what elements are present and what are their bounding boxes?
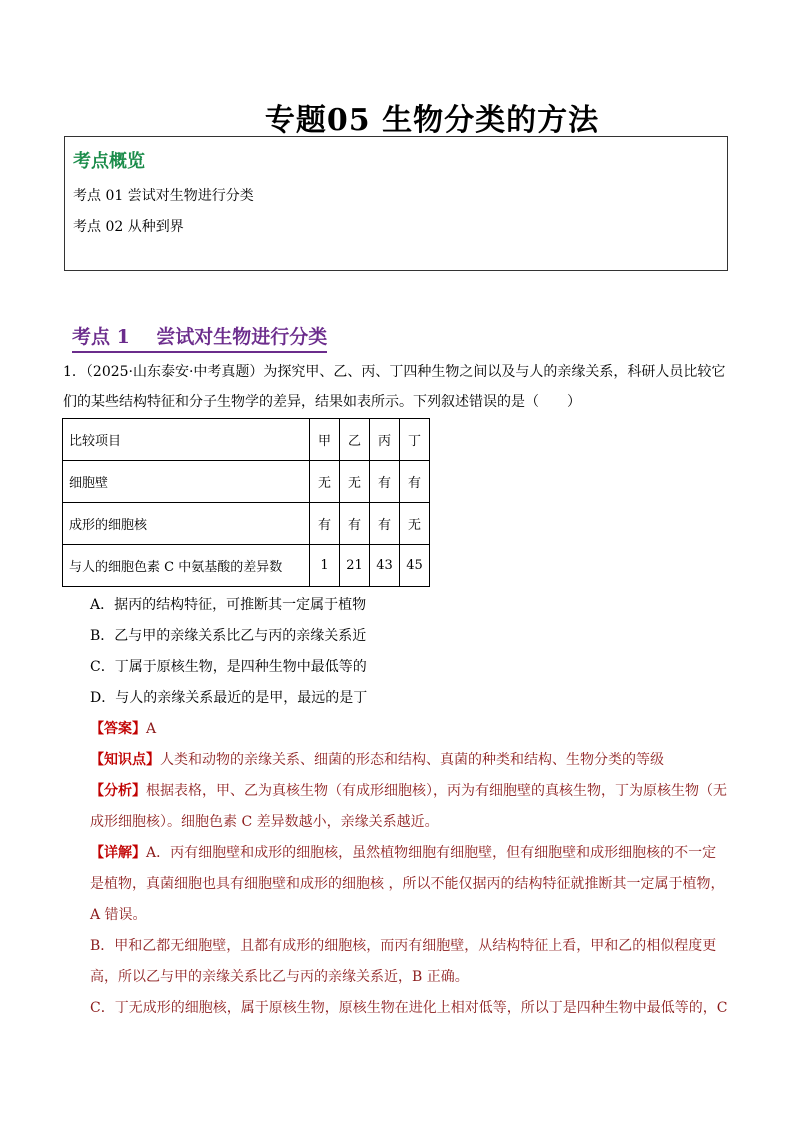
table-row	[63, 461, 430, 503]
table-cell: 有	[340, 503, 370, 545]
table-row	[63, 503, 430, 545]
table-cell: 丙	[370, 419, 400, 461]
table-cell: 无	[340, 461, 370, 503]
section-heading: 考点 1 尝试对生物进行分类	[72, 322, 327, 353]
detail-label: 【详解】	[90, 845, 146, 861]
option-d: D．与人的亲缘关系最近的是甲，最远的是丁	[90, 690, 368, 706]
answer-line	[90, 719, 156, 739]
knowledge-label: 【知识点】	[90, 752, 160, 768]
table-cell: 丁	[400, 419, 430, 461]
table-cell: 有	[370, 461, 400, 503]
detail-text: 高，所以乙与甲的亲缘关系比乙与丙的亲缘关系近，B 正确。	[90, 969, 469, 985]
table-cell: 无	[310, 461, 340, 503]
overview-item: 考点 02 从种到界	[73, 219, 184, 235]
overview-item: 考点 01 尝试对生物进行分类	[73, 188, 254, 204]
table-cell: 与人的细胞色素 C 中氨基酸的差异数	[63, 545, 310, 587]
table-cell: 43	[370, 545, 400, 587]
detail-text: 是植物，真菌细胞也具有细胞壁和成形的细胞核 ，所以不能仅据丙的结构特征就推断其一定属于植物，	[90, 876, 725, 892]
option-b: B．乙与甲的亲缘关系比乙与丙的亲缘关系近	[90, 628, 367, 644]
table-cell: 21	[340, 545, 370, 587]
question-stem: 1．（2025·山东泰安·中考真题）为探究甲、乙、丙、丁四种生物之间以及与人的亲缘关系，科研人员比较它	[63, 364, 726, 380]
knowledge-text: 人类和动物的亲缘关系、细菌的形态和结构、真菌的种类和结构、生物分类的等级	[160, 752, 664, 768]
table-cell: 1	[310, 545, 340, 587]
analysis-line	[90, 781, 727, 801]
table-cell: 乙	[340, 419, 370, 461]
page-title: 专题05 生物分类的方法	[264, 103, 600, 138]
question-stem: 们的某些结构特征和分子生物学的差异，结果如表所示。下列叙述错误的是（ ）	[63, 394, 581, 410]
overview-heading: 考点概览	[73, 151, 145, 172]
table-row	[63, 419, 430, 461]
comparison-table	[62, 418, 430, 587]
option-c: C．丁属于原核生物，是四种生物中最低等的	[90, 659, 367, 675]
analysis-text: 根据表格，甲、乙为真核生物（有成形细胞核），丙为有细胞壁的真核生物，丁为原核生物（无	[146, 783, 727, 799]
answer-value: A	[146, 721, 157, 737]
table-cell: 比较项目	[63, 419, 310, 461]
table-cell: 有	[400, 461, 430, 503]
analysis-text: 成形细胞核）。细胞色素 C 差异数越小，亲缘关系越近。	[90, 814, 439, 830]
detail-text: B．甲和乙都无细胞壁，且都有成形的细胞核，而丙有细胞壁，从结构特征上看，甲和乙的相似程度更	[90, 938, 717, 954]
table-cell: 45	[400, 545, 430, 587]
table-cell: 无	[400, 503, 430, 545]
knowledge-line	[90, 750, 664, 770]
detail-line	[90, 843, 716, 863]
table-cell: 细胞壁	[63, 461, 310, 503]
option-a: A．据丙的结构特征，可推断其一定属于植物	[90, 597, 367, 613]
table-row	[63, 545, 430, 587]
table-cell: 有	[310, 503, 340, 545]
detail-text: A．丙有细胞壁和成形的细胞核，虽然植物细胞有细胞壁，但有细胞壁和成形细胞核的不一定	[146, 845, 717, 861]
table-cell: 甲	[310, 419, 340, 461]
table-cell: 有	[370, 503, 400, 545]
answer-label: 【答案】	[90, 721, 146, 737]
detail-text: C．丁无成形的细胞核，属于原核生物，原核生物在进化上相对低等，所以丁是四种生物中最低等的，C	[90, 1000, 728, 1016]
table-cell: 成形的细胞核	[63, 503, 310, 545]
analysis-label: 【分析】	[90, 783, 146, 799]
detail-text: A 错误。	[90, 907, 147, 923]
overview-box	[64, 136, 728, 271]
